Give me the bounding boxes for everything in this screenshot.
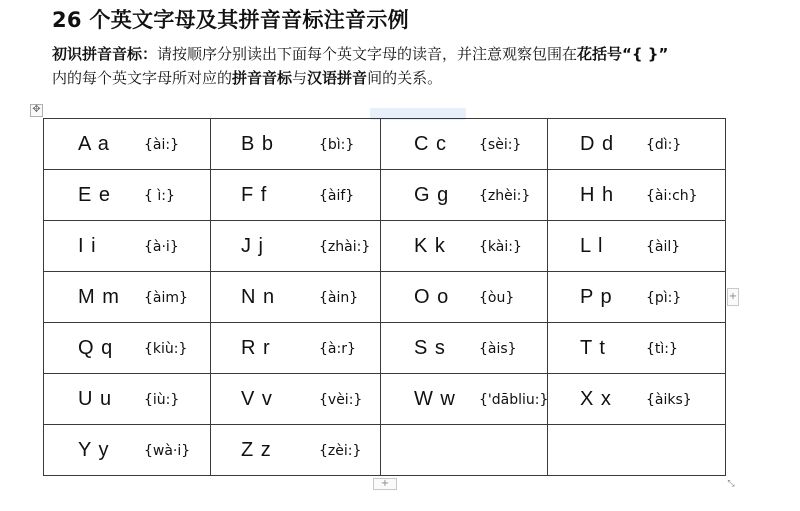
table-cell[interactable] bbox=[381, 425, 548, 476]
table-cell[interactable] bbox=[211, 323, 381, 374]
letter-pair: X x bbox=[580, 388, 612, 410]
phonetic-notation: {zhèi:} bbox=[479, 188, 531, 204]
table-move-icon[interactable]: ✥ bbox=[30, 104, 43, 117]
table-cell[interactable] bbox=[44, 119, 211, 170]
resize-handle-icon[interactable]: ⤡ bbox=[727, 479, 735, 489]
phonetic-notation: {à·i} bbox=[144, 239, 179, 255]
intro-text-1: 请按顺序分别读出下面每个英文字母的读音，并注意观察包围在 bbox=[157, 45, 578, 63]
letter-pair: K k bbox=[414, 235, 446, 257]
letter-pair: L l bbox=[580, 235, 604, 257]
phonetic-notation: {tì:} bbox=[646, 341, 678, 357]
phonetic-notation: { ì:} bbox=[144, 188, 175, 204]
letter-pair: W w bbox=[414, 388, 456, 410]
table-cell[interactable] bbox=[44, 170, 211, 221]
letter-pair: Y y bbox=[78, 439, 110, 461]
phonetic-notation: {àis} bbox=[479, 341, 517, 357]
phonetic-notation: {kài:} bbox=[479, 239, 522, 255]
phonetic-notation: {pì:} bbox=[646, 290, 682, 306]
intro-text-2: 内的每个英文字母所对应的 bbox=[52, 69, 233, 87]
intro-bold-braces: 花括号“{ }” bbox=[577, 45, 669, 63]
phonetic-notation: {vèi:} bbox=[319, 392, 363, 408]
alphabet-table bbox=[43, 118, 726, 476]
phonetic-notation: {zhài:} bbox=[319, 239, 371, 255]
phonetic-notation: {ài:} bbox=[144, 137, 179, 153]
table-cell[interactable] bbox=[548, 119, 726, 170]
phonetic-notation: {àin} bbox=[319, 290, 359, 306]
phonetic-notation: {'dābliu:} bbox=[479, 392, 549, 408]
table-cell[interactable] bbox=[44, 425, 211, 476]
table-row bbox=[44, 221, 726, 272]
phonetic-notation: {ài:ch} bbox=[646, 188, 698, 204]
phonetic-notation: {wà·i} bbox=[144, 443, 191, 459]
letter-pair: J j bbox=[241, 235, 264, 257]
letter-pair: Q q bbox=[78, 337, 114, 359]
letter-pair: E e bbox=[78, 184, 112, 206]
phonetic-notation: {àil} bbox=[646, 239, 681, 255]
add-column-icon[interactable]: + bbox=[727, 288, 739, 306]
table-cell[interactable] bbox=[548, 272, 726, 323]
table-row bbox=[44, 323, 726, 374]
phonetic-notation: {à:r} bbox=[319, 341, 356, 357]
phonetic-notation: {iù:} bbox=[144, 392, 180, 408]
table-cell[interactable] bbox=[44, 221, 211, 272]
table-cell[interactable] bbox=[44, 323, 211, 374]
letter-pair: A a bbox=[78, 133, 110, 155]
table-row bbox=[44, 425, 726, 476]
phonetic-notation: {zèi:} bbox=[319, 443, 362, 459]
letter-pair: R r bbox=[241, 337, 271, 359]
page-title: 26 个英文字母及其拼音音标注音示例 bbox=[52, 8, 409, 32]
phonetic-notation: {òu} bbox=[479, 290, 515, 306]
table-cell[interactable] bbox=[548, 425, 726, 476]
table-cell[interactable] bbox=[211, 374, 381, 425]
phonetic-notation: {dì:} bbox=[646, 137, 682, 153]
table-cell[interactable] bbox=[548, 221, 726, 272]
letter-pair: V v bbox=[241, 388, 273, 410]
intro-label: 初识拼音音标： bbox=[52, 45, 158, 63]
letter-pair: Z z bbox=[241, 439, 272, 461]
letter-pair: U u bbox=[78, 388, 113, 410]
letter-pair: D d bbox=[580, 133, 615, 155]
table-cell[interactable] bbox=[44, 374, 211, 425]
table-cell[interactable] bbox=[381, 119, 548, 170]
intro-text-4: 间的关系。 bbox=[367, 69, 443, 87]
table-cell[interactable] bbox=[211, 272, 381, 323]
letter-pair: N n bbox=[241, 286, 276, 308]
phonetic-notation: {sèi:} bbox=[479, 137, 522, 153]
letter-pair: G g bbox=[414, 184, 450, 206]
table-cell[interactable] bbox=[211, 221, 381, 272]
table-cell[interactable] bbox=[211, 119, 381, 170]
letter-pair: I i bbox=[78, 235, 97, 257]
phonetic-notation: {àiks} bbox=[646, 392, 692, 408]
phonetic-notation: {àim} bbox=[144, 290, 188, 306]
table-cell[interactable] bbox=[381, 323, 548, 374]
letter-pair: P p bbox=[580, 286, 613, 308]
letter-pair: B b bbox=[241, 133, 275, 155]
add-row-icon[interactable]: + bbox=[373, 478, 397, 490]
table-cell[interactable] bbox=[381, 221, 548, 272]
letter-pair: T t bbox=[580, 337, 606, 359]
letter-pair: H h bbox=[580, 184, 615, 206]
intro-text-3: 与 bbox=[292, 69, 308, 87]
table-row bbox=[44, 119, 726, 170]
table-cell[interactable] bbox=[548, 323, 726, 374]
table-cell[interactable] bbox=[211, 170, 381, 221]
intro-bold-pinyin: 汉语拼音 bbox=[307, 69, 368, 87]
phonetic-notation: {kiù:} bbox=[144, 341, 188, 357]
table-cell[interactable] bbox=[381, 170, 548, 221]
table-cell[interactable] bbox=[211, 425, 381, 476]
letter-pair: C c bbox=[414, 133, 447, 155]
table-cell[interactable] bbox=[548, 374, 726, 425]
table-row bbox=[44, 170, 726, 221]
phonetic-notation: {bì:} bbox=[319, 137, 355, 153]
table-cell[interactable] bbox=[381, 374, 548, 425]
table-row bbox=[44, 374, 726, 425]
letter-pair: F f bbox=[241, 184, 268, 206]
intro-bold-phonetic: 拼音音标 bbox=[232, 69, 293, 87]
letter-pair: S s bbox=[414, 337, 446, 359]
letter-pair: O o bbox=[414, 286, 450, 308]
table-cell[interactable] bbox=[44, 272, 211, 323]
table-cell[interactable] bbox=[381, 272, 548, 323]
letter-pair: M m bbox=[78, 286, 120, 308]
table-row bbox=[44, 272, 726, 323]
intro-paragraph bbox=[52, 42, 752, 90]
phonetic-notation: {àif} bbox=[319, 188, 355, 204]
table-cell[interactable] bbox=[548, 170, 726, 221]
